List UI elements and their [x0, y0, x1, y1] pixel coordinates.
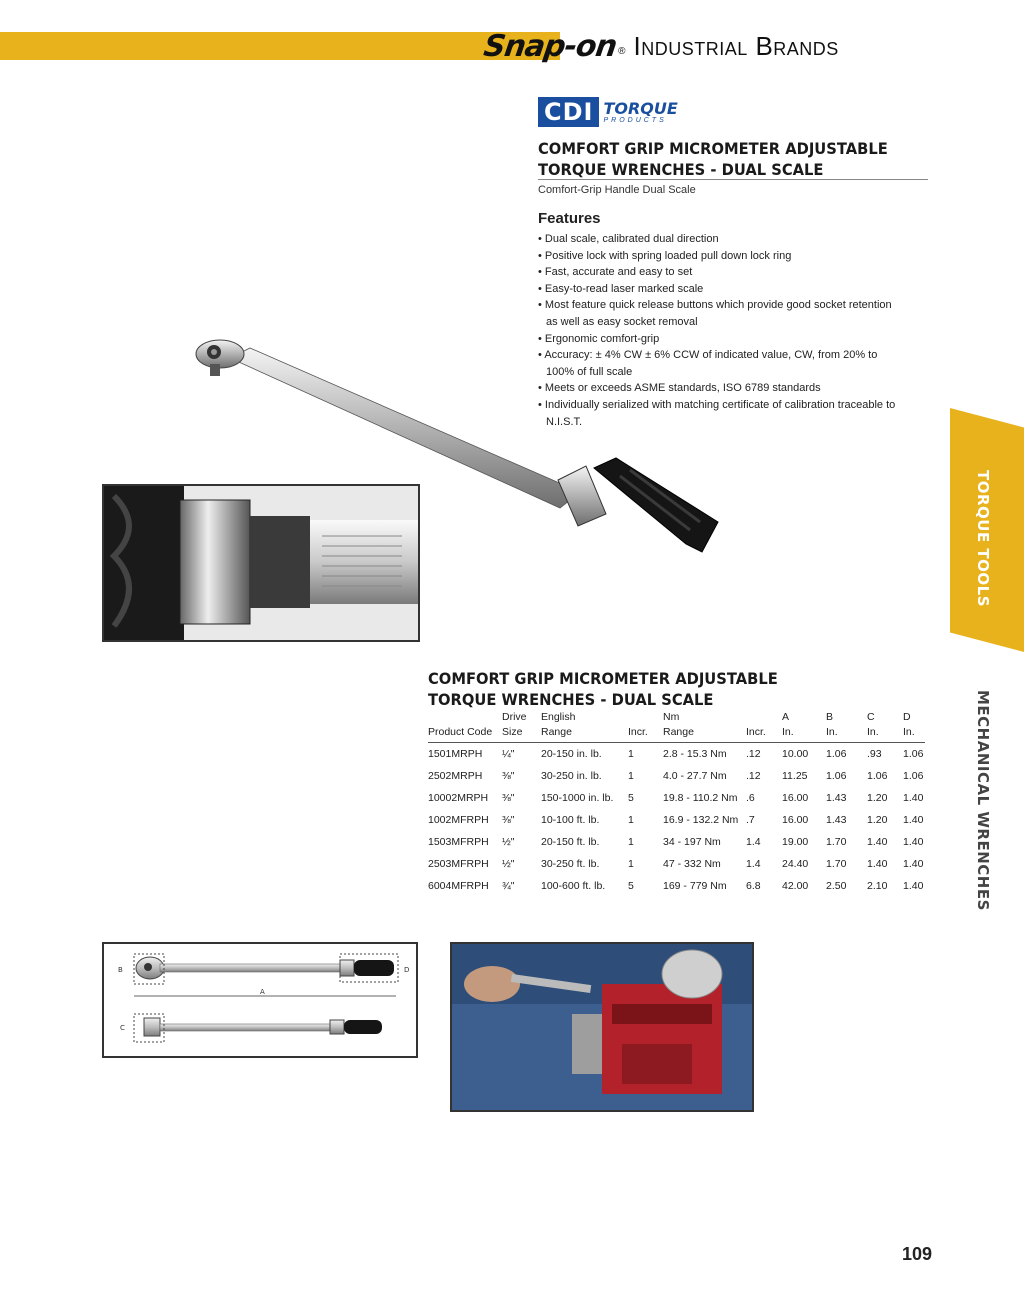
table-cell: 2.8 - 15.3 Nm [663, 748, 727, 760]
table-cell: 1.4 [746, 836, 761, 848]
table-cell: .93 [867, 748, 882, 760]
column-header [746, 710, 782, 725]
cdi-torque-text: TORQUE [603, 98, 678, 118]
table-cell: 5 [628, 792, 634, 804]
table-cell: 4.0 - 27.7 Nm [663, 770, 727, 782]
table-cell: 1 [628, 748, 634, 760]
features-heading: Features [538, 210, 601, 227]
product-subtitle: Comfort-Grip Handle Dual Scale [538, 184, 696, 196]
brand-header [481, 26, 839, 66]
scale-closeup-photo [102, 484, 420, 642]
cdi-products-text: PRODUCTS [603, 116, 667, 124]
registered-mark: ® [618, 45, 626, 57]
table-cell: 1.43 [826, 814, 847, 826]
industrial-brands-text: Industrial Brands [633, 30, 839, 61]
product-title-line1: COMFORT GRIP MICROMETER ADJUSTABLE [538, 139, 888, 158]
table-cell: ⅜" [502, 792, 515, 804]
table-cell: 1.40 [867, 858, 888, 870]
feature-item: • Positive lock with spring loaded pull down lock ring [538, 248, 898, 265]
feature-item: • Dual scale, calibrated dual direction [538, 231, 898, 248]
table-cell: .12 [746, 770, 761, 782]
table-cell: 1.40 [903, 814, 924, 826]
table-cell: 24.40 [782, 858, 809, 870]
table-cell: 1 [628, 858, 634, 870]
dimension-diagram-image [104, 944, 416, 1056]
table-cell: 150-1000 in. lb. [541, 792, 614, 804]
column-header: In. [826, 725, 867, 743]
table-cell: 1.06 [903, 770, 924, 782]
title-divider [538, 179, 928, 180]
table-cell: 30-250 in. lb. [541, 770, 602, 782]
feature-item: • Most feature quick release buttons which provide good socket retention as well as easy socket removal [538, 297, 898, 330]
table-cell: 1002MFRPH [428, 814, 489, 826]
table-cell: 30-250 ft. lb. [541, 858, 600, 870]
scale-closeup-image [104, 486, 418, 640]
feature-item: • Meets or exceeds ASME standards, ISO 6789 standards [538, 380, 898, 397]
table-cell: ⅜" [502, 770, 515, 782]
table-cell: 2.10 [867, 880, 888, 892]
table-cell: 10.00 [782, 748, 809, 760]
table-cell: 10-100 ft. lb. [541, 814, 600, 826]
table-row [428, 853, 925, 875]
table-cell: 2502MRPH [428, 770, 483, 782]
page-number: 109 [901, 1244, 932, 1264]
table-cell: .7 [746, 814, 755, 826]
table-cell: 20-150 in. lb. [541, 748, 602, 760]
column-header: B [826, 711, 834, 723]
snap-on-logo: Snap-on [481, 28, 619, 64]
table-cell: ¼" [502, 748, 515, 760]
table-row [428, 831, 925, 853]
table-cell: 19.00 [782, 836, 809, 848]
table-cell: 1 [628, 814, 634, 826]
table-cell: 2503MFRPH [428, 858, 489, 870]
table-cell: 1.40 [867, 836, 888, 848]
table-row [428, 743, 925, 766]
table-cell: 2.50 [826, 880, 847, 892]
feature-item: • Fast, accurate and easy to set [538, 264, 898, 281]
usage-photo-image [452, 944, 752, 1110]
column-header: A [782, 711, 790, 723]
column-header: Nm [663, 711, 680, 723]
table-title-line1: COMFORT GRIP MICROMETER ADJUSTABLE [428, 669, 778, 688]
table-cell: 16.9 - 132.2 Nm [663, 814, 739, 826]
table-cell: 1.20 [867, 814, 888, 826]
dimension-diagram [102, 942, 418, 1058]
dimension-label-b: B [118, 966, 123, 974]
table-cell: 1.06 [826, 770, 847, 782]
table-cell: 19.8 - 110.2 Nm [663, 792, 738, 804]
table-cell: 1.06 [903, 748, 924, 760]
table-cell: 42.00 [782, 880, 809, 892]
column-header: In. [867, 725, 903, 743]
column-header: Drive [502, 711, 527, 723]
table-cell: 1503MFRPH [428, 836, 489, 848]
header-band [0, 32, 560, 60]
table-cell: 1.06 [867, 770, 888, 782]
column-header: D [903, 711, 911, 723]
table-cell: 16.00 [782, 792, 809, 804]
dimension-label-d: D [404, 966, 410, 974]
table-cell: .6 [746, 792, 755, 804]
column-header: Product Code [428, 725, 502, 743]
table-cell: ⅜" [502, 814, 515, 826]
table-cell: 1.40 [903, 858, 924, 870]
table-cell: ½" [502, 836, 515, 848]
table-cell: 1.06 [826, 748, 847, 760]
column-header: Range [663, 725, 746, 743]
table-cell: 10002MRPH [428, 792, 489, 804]
column-header: Size [502, 725, 541, 743]
table-cell: 6004MFRPH [428, 880, 489, 892]
table-cell: 169 - 779 Nm [663, 880, 727, 892]
feature-item: • Individually serialized with matching certificate of calibration traceable to N.I.S.T. [538, 397, 898, 430]
table-cell: 34 - 197 Nm [663, 836, 721, 848]
dimension-label-c: C [120, 1024, 125, 1032]
table-cell: 1.40 [903, 792, 924, 804]
table-cell: 1 [628, 770, 634, 782]
table-cell: 20-150 ft. lb. [541, 836, 600, 848]
table-cell: 1.70 [826, 836, 847, 848]
table-cell: 47 - 332 Nm [663, 858, 721, 870]
column-header: Incr. [746, 725, 782, 743]
usage-photo [450, 942, 754, 1112]
table-cell: ½" [502, 858, 515, 870]
table-row [428, 787, 925, 809]
table-cell: 16.00 [782, 814, 809, 826]
table-row [428, 765, 925, 787]
column-header: Incr. [628, 725, 663, 743]
column-header: Range [541, 725, 628, 743]
table-cell: 1.4 [746, 858, 761, 870]
table-row [428, 809, 925, 831]
dimension-label-a: A [260, 988, 265, 996]
column-header [628, 710, 663, 725]
table-cell: 1.43 [826, 792, 847, 804]
table-cell: 1501MRPH [428, 748, 483, 760]
column-header: C [867, 711, 875, 723]
table-cell: 1.40 [903, 880, 924, 892]
table-row [428, 875, 925, 897]
table-cell: 100-600 ft. lb. [541, 880, 606, 892]
column-header [428, 710, 502, 725]
torque-tools-tab-label[interactable]: TORQUE TOOLS [974, 470, 992, 608]
column-header: In. [782, 725, 826, 743]
product-title-line2: TORQUE WRENCHES - DUAL SCALE [538, 160, 824, 179]
table-header-row [428, 710, 925, 725]
table-cell: 5 [628, 880, 634, 892]
cdi-mark: CDI [538, 97, 599, 127]
feature-item: • Accuracy: ± 4% CW ± 6% CCW of indicated value, CW, from 20% to 100% of full scale [538, 347, 898, 380]
column-header: English [541, 711, 576, 723]
table-cell: 11.25 [782, 770, 808, 782]
cdi-logo [538, 96, 678, 128]
table-cell: 1.70 [826, 858, 847, 870]
table-cell: ¾" [502, 880, 515, 892]
table-cell: 1.40 [903, 836, 924, 848]
mechanical-wrenches-tab-label[interactable]: MECHANICAL WRENCHES [974, 690, 992, 911]
feature-item: • Ergonomic comfort-grip [538, 331, 898, 348]
table-header-row [428, 725, 925, 743]
table-cell: 1.20 [867, 792, 888, 804]
table-cell: 1 [628, 836, 634, 848]
table-title-line2: TORQUE WRENCHES - DUAL SCALE [428, 690, 714, 709]
column-header: In. [903, 725, 925, 743]
spec-table [428, 710, 925, 897]
feature-item: • Easy-to-read laser marked scale [538, 281, 898, 298]
table-cell: .12 [746, 748, 761, 760]
table-cell: 6.8 [746, 880, 761, 892]
